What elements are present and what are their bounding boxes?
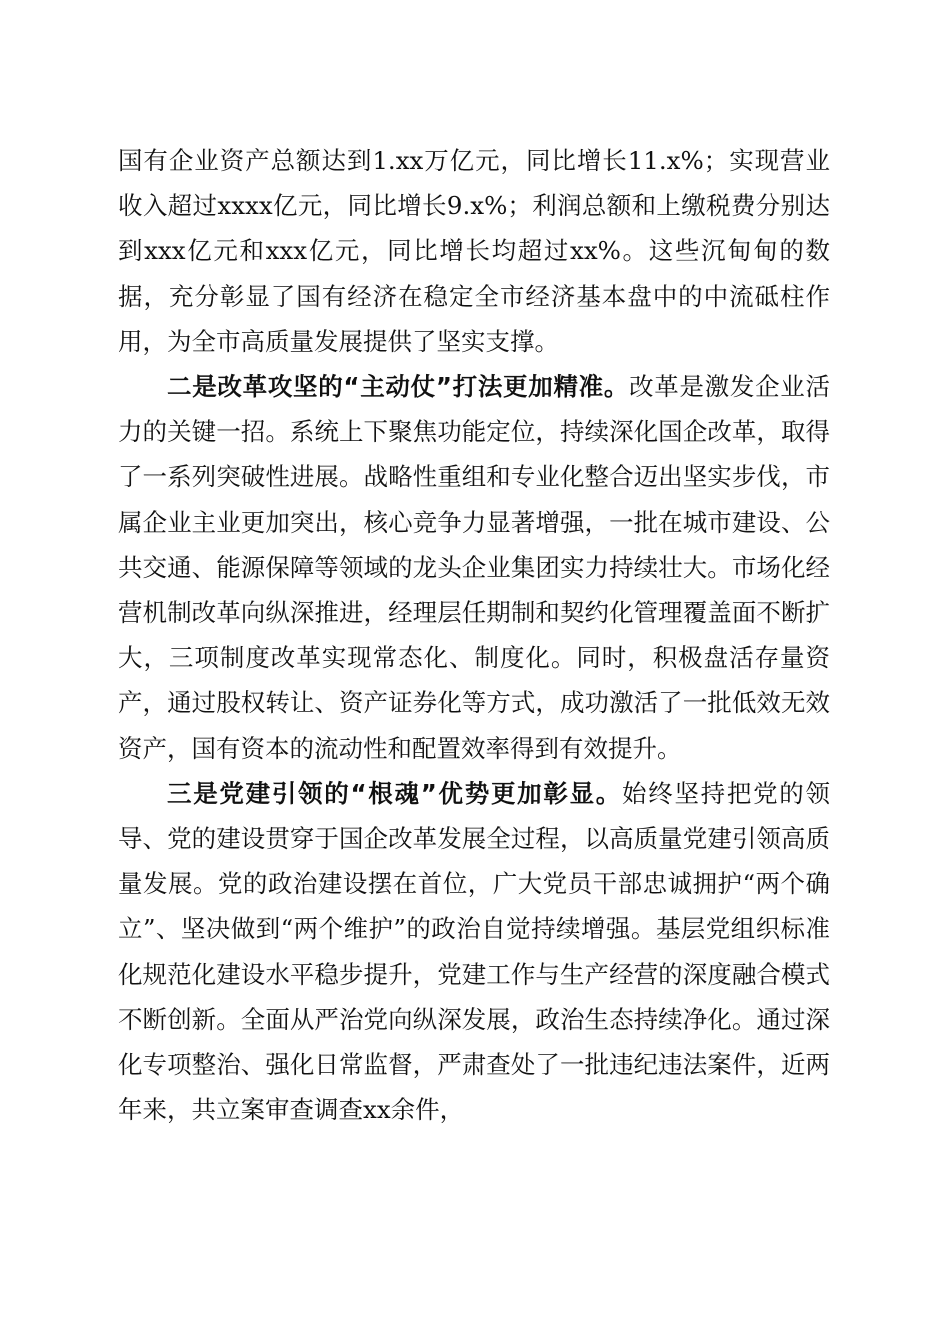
paragraph-heading: 二是改革攻坚的“主动仗”打法更加精准。 <box>167 372 630 402</box>
document-body <box>118 138 830 1132</box>
paragraph-text: 国有企业资产总额达到1.xx万亿元，同比增长11.x%；实现营业收入超过xxxx亿元，同比增长9.x%；利润总额和上缴税费分别达到xxx亿元和xxx亿元，同比增长均超过xx%。这些沉甸甸的数据，充分彰显了国有经济在稳定全市经济基本盘中的中流砥柱作用，为全市高质量发展提供了坚实支撑。 <box>118 146 830 356</box>
paragraph-continued <box>118 138 830 364</box>
paragraph-reform <box>118 364 830 771</box>
paragraph-text: 始终坚持把党的领导、党的建设贯穿于国企改革发展全过程，以高质量党建引领高质量发展。党的政治建设摆在首位，广大党员干部忠诚拥护“两个确立”、坚决做到“两个维护”的政治自觉持续增强。基层党组织标准化规范化建设水平稳步提升，党建工作与生产经营的深度融合模式不断创新。全面从严治党向纵深发展，政治生态持续净化。通过深化专项整治、强化日常监督，严肃查处了一批违纪违法案件，近两年来，共立案审查调查xx余件， <box>118 778 831 1125</box>
paragraph-text: 改革是激发企业活力的关键一招。系统上下聚焦功能定位，持续深化国企改革，取得了一系列突破性进展。战略性重组和专业化整合迈出坚实步伐，市属企业主业更加突出，核心竞争力显著增强，一批在城市建设、公共交通、能源保障等领域的龙头企业集团实力持续壮大。市场化经营机制改革向纵深推进，经理层任期制和契约化管理覆盖面不断扩大，三项制度改革实现常态化、制度化。同时，积极盘活存量资产，通过股权转让、资产证券化等方式，成功激活了一批低效无效资产，国有资本的流动性和配置效率得到有效提升。 <box>118 372 831 763</box>
paragraph-party-building <box>118 771 830 1133</box>
paragraph-heading: 三是党建引领的“根魂”优势更加彰显。 <box>167 778 623 808</box>
